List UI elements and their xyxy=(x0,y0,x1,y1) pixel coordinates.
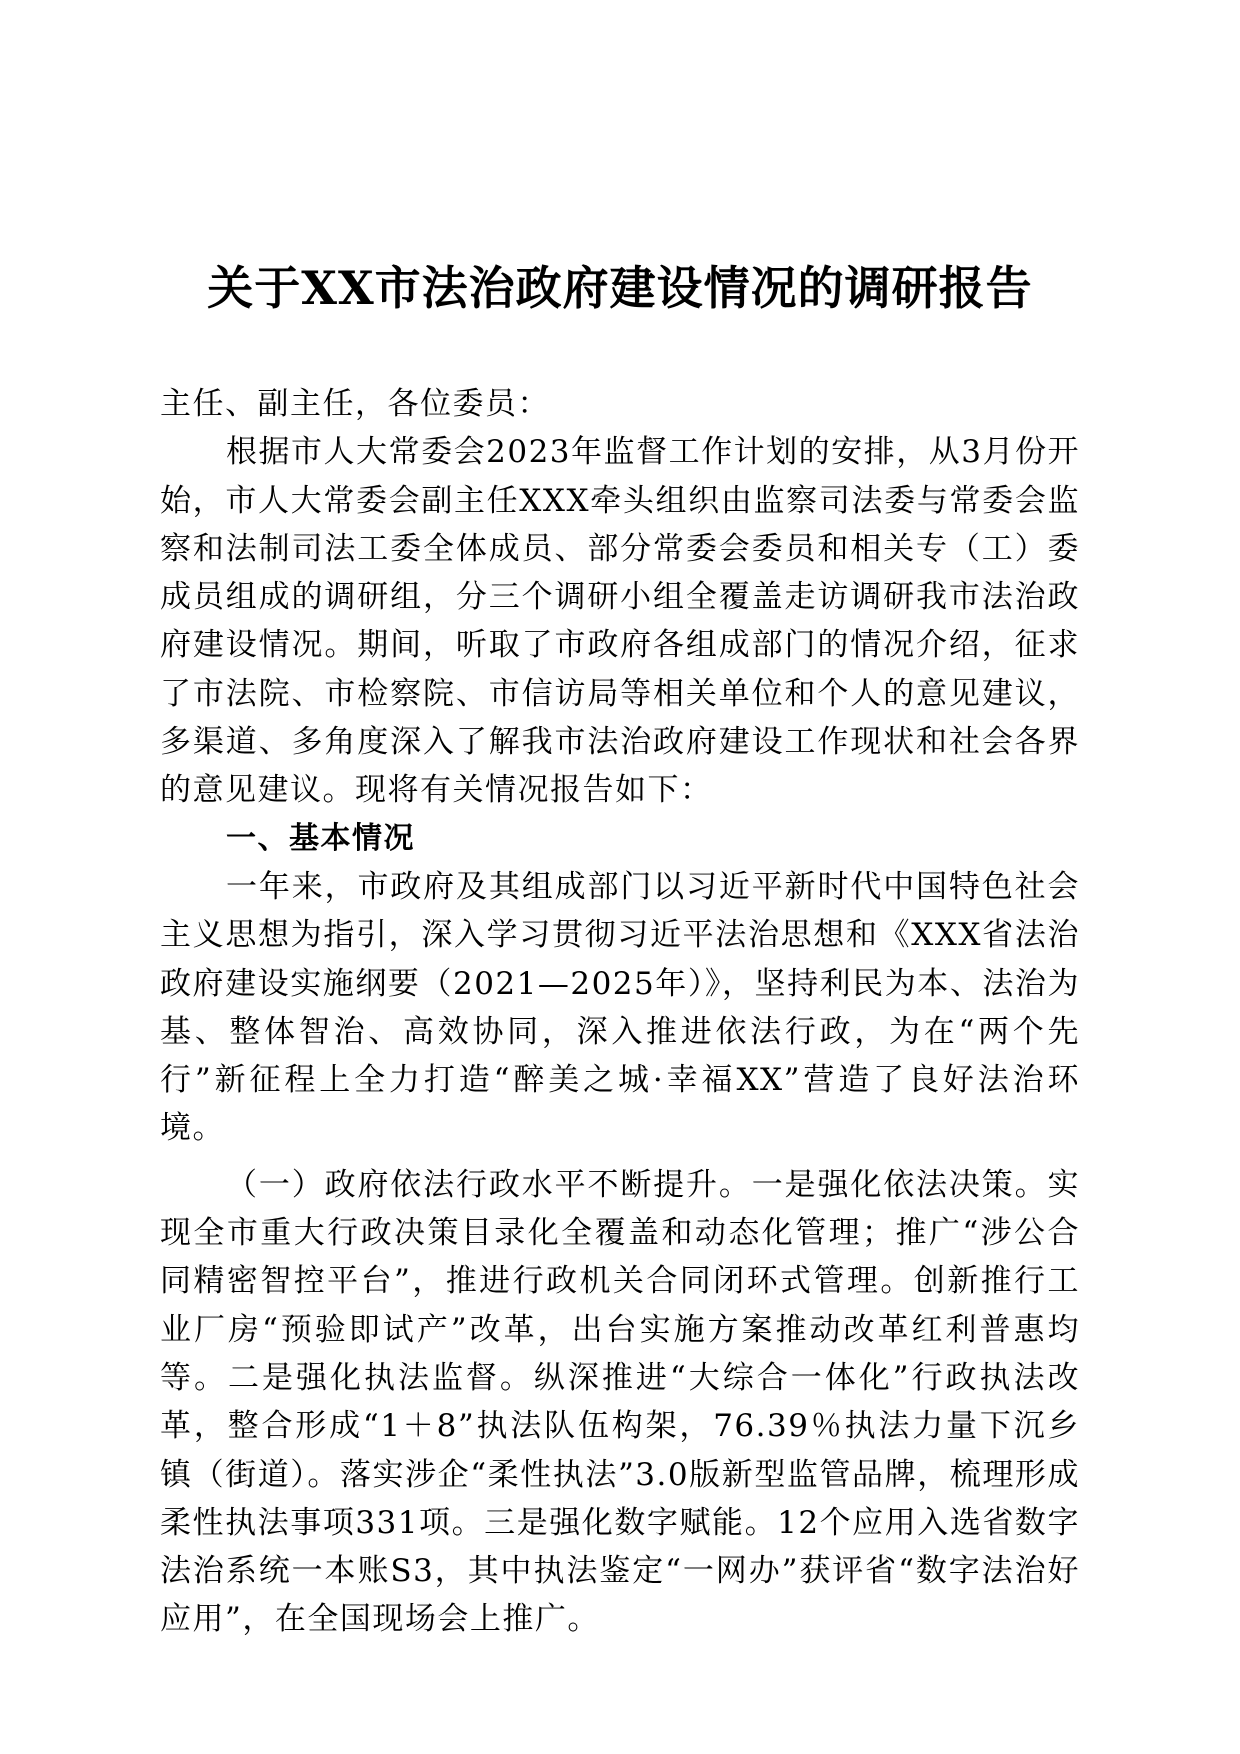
section-paragraph: 一年来，市政府及其组成部门以习近平新时代中国特色社会主义思想为指引，深入学习贯彻习近平法治思想和《XXX省法治政府建设实施纲要（2021—2025年）》，坚持利民为本、法治为基、整体智治、高效协同，深入推进依法行政，为在“两个先行”新征程上全力打造“醉美之城·幸福XX”营造了良好法治环境。 xyxy=(160,868,1080,1147)
salutation: 主任、副主任，各位委员： xyxy=(160,386,550,422)
document-title: 关于XX市法治政府建设情况的调研报告 xyxy=(207,261,1033,315)
intro-paragraph: 根据市人大常委会2023年监督工作计划的安排，从3月份开始，市人大常委会副主任XXX牵头组织由监察司法委与常委会监察和法制司法工委全体成员、部分常委会委员和相关专（工）委成员组成的调研组，分三个调研小组全覆盖走访调研我市法治政府建设情况。期间，听取了市政府各组成部门的情况介绍，征求了市法院、市检察院、市信访局等相关单位和个人的意见建议，多渠道、多角度深入了解我市法治政府建设工作现状和社会各界的意见建议。现将有关情况报告如下： xyxy=(160,434,1080,809)
document-body xyxy=(160,380,1080,1644)
section-paragraph: （一）政府依法行政水平不断提升。一是强化依法决策。实现全市重大行政决策目录化全覆盖和动态化管理；推广“涉公合同精密智控平台”，推进行政机关合同闭环式管理。创新推行工业厂房“预验即试产”改革，出台实施方案推动改革红利普惠均等。二是强化执法监督。纵深推进“大综合一体化”行政执法改革，整合形成“1＋8”执法队伍构架，76.39％执法力量下沉乡镇（街道）。落实涉企“柔性执法”3.0版新型监管品牌，梳理形成柔性执法事项331项。三是强化数字赋能。12个应用入选省数字法治系统一本账S3，其中执法鉴定“一网办”获评省“数字法治好应用”，在全国现场会上推广。 xyxy=(160,1166,1080,1638)
section-heading: 一、基本情况 xyxy=(226,820,415,856)
